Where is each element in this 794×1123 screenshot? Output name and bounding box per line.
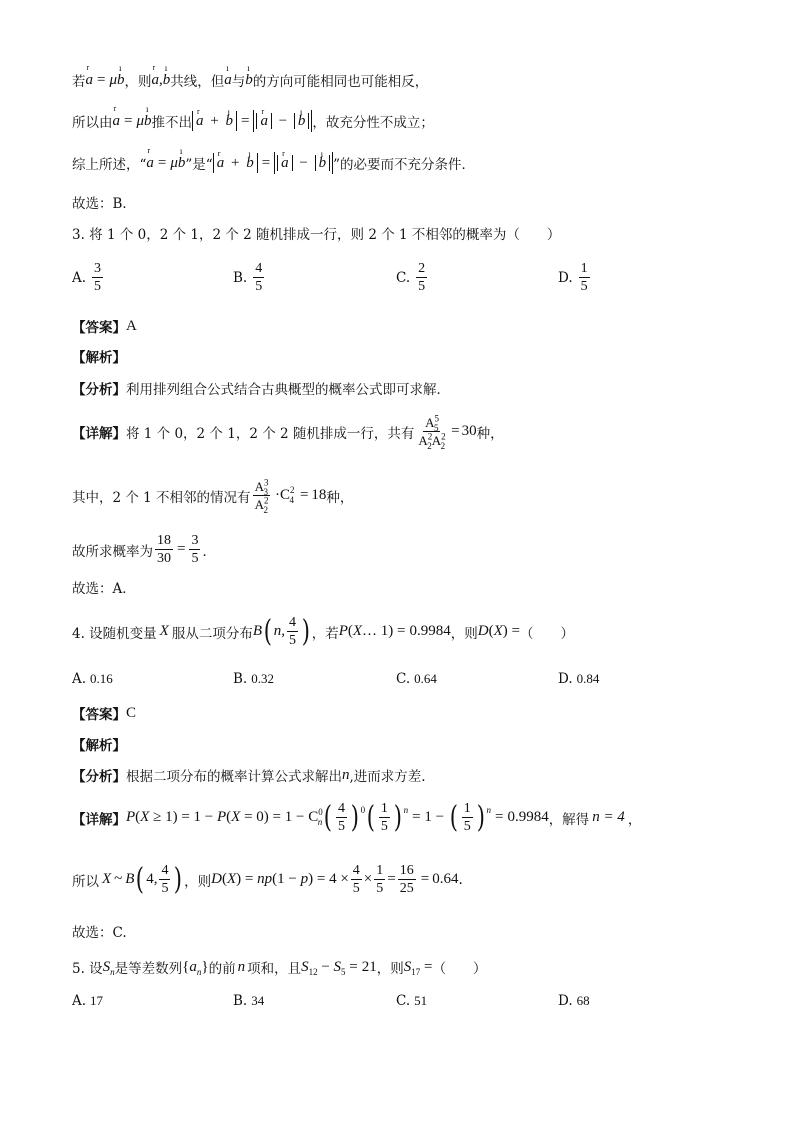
fraction [336, 800, 347, 835]
text: 推不出 [151, 115, 192, 131]
numerator: 4 [352, 863, 360, 878]
left-paren: ( [136, 861, 145, 897]
q3-detail-line-3 [72, 532, 216, 567]
abs-diff-norms [274, 152, 333, 174]
fraction [159, 862, 170, 897]
formula: = [420, 871, 430, 887]
q4-stem [72, 614, 574, 649]
detail-text: 种， [326, 489, 354, 506]
detail-text: 故所求概率为 [72, 543, 153, 560]
text: ，则 [124, 74, 152, 90]
detail-text: ，则 [184, 873, 212, 890]
vector-a: r a [260, 113, 268, 129]
mu-symbol: μ [170, 154, 178, 171]
arrangement-fraction [416, 414, 447, 449]
numerator: 3 [94, 261, 102, 276]
q3-option-c [396, 260, 429, 295]
solution-conclusion [72, 192, 136, 212]
question-text: ，则 [376, 961, 404, 977]
denominator: 5 [376, 881, 384, 896]
text: ”的必要而不充分条件． [333, 157, 476, 173]
q3-jiexi [72, 346, 126, 366]
q3-stem [72, 223, 560, 243]
option-label: C. [396, 671, 411, 687]
vector-a: ı a [224, 72, 232, 89]
denominator: 5 [380, 819, 388, 834]
vector-b: ı b [163, 72, 171, 89]
option-label: A. [72, 993, 87, 1009]
option-label: C. [396, 269, 411, 286]
binomial-b: B [252, 623, 263, 639]
text: 故选：B． [72, 196, 136, 212]
detail-tag: 【详解】 [72, 425, 126, 442]
result-value: 0.64 [432, 871, 459, 887]
vector-a: r a [86, 72, 94, 89]
var-n: n [342, 766, 350, 783]
q4-detail-line-2 [72, 862, 463, 897]
vector-a: r a [152, 72, 160, 89]
vector-b: ı b [225, 111, 233, 131]
question-text: 4. 设随机变量 [72, 625, 157, 642]
vector-a: r a [113, 113, 121, 130]
right-paren: ) [393, 799, 402, 835]
solution-line-1 [72, 70, 428, 90]
numerator: 1 [376, 863, 384, 878]
vector-a: r a [281, 155, 289, 171]
denominator: 30 [157, 551, 171, 566]
abs-b [294, 113, 310, 129]
formula: 4, [146, 871, 158, 887]
variance-expr: D [477, 623, 489, 639]
q3-detail-line-1 [72, 414, 504, 449]
question-text: 服从二项分布 [171, 625, 253, 642]
text: 所以由 [72, 115, 113, 131]
option-label: C. [396, 993, 411, 1009]
vector-b: ı b [144, 113, 152, 130]
solution-line-2 [72, 110, 434, 132]
q3-option-d [558, 260, 592, 295]
detail-tag: 【详解】 [72, 811, 126, 828]
text: 共线，但 [170, 74, 225, 90]
option-text: 51 [414, 993, 428, 1008]
formula: B [125, 871, 135, 887]
denominator: 5 [463, 819, 471, 834]
equals-sign: = [494, 809, 504, 825]
count-value: 18 [311, 487, 327, 503]
var-n: n, [273, 623, 285, 639]
denominator: 5 [288, 633, 296, 648]
comma: , [159, 71, 163, 88]
option-text: 0.84 [576, 671, 600, 686]
prob-expr: X [352, 623, 363, 639]
variance-expr: ( [488, 623, 494, 639]
q3-answer [72, 316, 137, 336]
right-paren: ) [174, 861, 183, 897]
analysis-tag: 【解析】 [72, 350, 126, 366]
probability-fraction [189, 532, 200, 567]
detail-text: ， [627, 811, 642, 828]
minus-sign: − [278, 113, 288, 129]
numerator: 2 [418, 261, 426, 276]
detail-text: 所以 [72, 873, 99, 890]
variance-expr: X [493, 623, 503, 639]
left-paren: ( [323, 799, 333, 835]
detail-text: ，解得 [548, 811, 590, 828]
option-fraction [253, 260, 264, 295]
fraction [462, 800, 473, 835]
abs-a [256, 113, 272, 129]
q4-detail-line-1: 【详解】 $P(X \ge 1) = 1 - P(X = 0) = 1 - C^0_n$ ( $\frac{4}{5}$ ) 0 ( $\frac{1}{5}$ ) n = 1 − ( $\frac{1}{5}$ ) n = 0.9984 ，解得 n = 4 ， [72, 799, 642, 835]
option-label: D. [558, 671, 573, 687]
formula: D(X) = np(1 − p) = 4 × [211, 871, 349, 887]
conclusion-text: 故选：C. [72, 925, 127, 941]
numerator: 16 [399, 863, 414, 878]
equals-sign: = [240, 112, 250, 129]
denominator: 5 [418, 279, 426, 294]
formula: = 1 − [412, 809, 445, 825]
prob-expr: ( [347, 623, 353, 639]
q5-stem [72, 957, 486, 977]
vector-a: r a [146, 155, 154, 172]
numerator: 4 [255, 261, 263, 276]
left-paren: ( [449, 799, 458, 835]
option-text: 0.32 [251, 671, 274, 686]
numerator: 4 [337, 801, 345, 816]
plus-sign: + [210, 113, 219, 129]
left-paren: ( [366, 799, 376, 835]
probability-fraction [155, 532, 173, 567]
formula: $S_n$ [102, 958, 115, 977]
formula: ~ [114, 871, 123, 887]
text: ，故充分性不成立； [312, 115, 434, 131]
option-label: D. [558, 993, 573, 1009]
equals-sign: = [261, 154, 271, 171]
mu-symbol: μ [136, 112, 144, 129]
prob-value: 0.9984 [409, 623, 451, 639]
fenxi-text: 利用排列组合公式结合古典概型的概率公式即可求解． [126, 382, 450, 398]
formula: = [387, 871, 396, 887]
vector-a: r a [217, 153, 225, 173]
formula: $S_{17}$ = [403, 958, 433, 977]
equals-sign: = [299, 487, 309, 503]
left-paren: ( [263, 613, 272, 649]
fraction [351, 862, 362, 897]
abs-a-plus-b [213, 153, 258, 173]
mu-symbol: μ [109, 71, 117, 88]
fenxi-tag: 【分析】 [72, 769, 126, 785]
equals-sign: = [451, 423, 460, 439]
text: 若 [72, 74, 86, 90]
denominator: 5 [255, 279, 263, 294]
vector-a: r a [196, 111, 204, 131]
q4-option-c [396, 671, 437, 687]
formula: $P(X \ge 1) = 1 - P(X = 0) = 1 - C^0_n$ [126, 807, 323, 827]
text: 综上所述，“ [72, 157, 147, 173]
count-value: 30 [461, 423, 477, 439]
combination: $\cdot C^2_4$ [274, 485, 295, 505]
detail-text: 其中，2 个 1 不相邻的情况有 [72, 489, 251, 506]
q4-conclusion [72, 921, 127, 941]
numerator: 4 [288, 615, 296, 630]
q5-option-d [558, 993, 590, 1009]
detail-text: 种， [476, 425, 504, 442]
numerator: 1 [580, 261, 588, 276]
option-label: B. [233, 269, 248, 286]
question-text: 3. 将 1 个 0，2 个 1，2 个 2 随机排成一行，则 2 个 1 不相邻的概率为（ ） [72, 227, 561, 243]
conclusion-text: 故选：A． [72, 581, 136, 597]
numerator: 1 [463, 801, 471, 816]
option-text: 0.16 [90, 671, 113, 686]
right-paren: ) [476, 799, 485, 835]
equals-sign: = [177, 541, 186, 557]
formula: X [102, 871, 112, 887]
option-fraction [92, 260, 103, 295]
q4-option-b [233, 671, 274, 687]
q4-option-d [558, 671, 599, 687]
q3-option-b [233, 260, 266, 295]
answer-tag: 【答案】 [72, 320, 126, 336]
answer-value: C [126, 704, 137, 721]
given-value: 21 [361, 958, 377, 975]
vector-b: ı b [117, 72, 125, 89]
vector-b: ı b [246, 153, 254, 173]
n-value: n = 4 [592, 809, 625, 825]
arrangement-fraction [253, 478, 270, 513]
detail-text: 将 1 个 0，2 个 1，2 个 2 随机排成一行，共有 [126, 425, 415, 442]
question-text: 5. 设 [72, 961, 103, 977]
fenxi-text: 根据二项分布的概率计算公式求解出 [126, 769, 342, 785]
fenxi-tag: 【分析】 [72, 382, 126, 398]
denominator: $A^2_2$ [254, 495, 269, 515]
abs-a-plus-b [192, 111, 237, 131]
question-text: ，则 [450, 625, 478, 642]
formula: $S_{12} - S_5$ = [301, 958, 358, 977]
minus-sign: − [299, 155, 308, 171]
abs-diff-norms [253, 110, 312, 132]
fenxi-text: ,进而求方差. [349, 769, 426, 785]
option-label: B. [233, 671, 248, 687]
option-fraction [416, 260, 427, 295]
option-text: 0.64 [414, 671, 437, 686]
q4-fenxi [72, 765, 426, 785]
option-text: 68 [576, 993, 590, 1008]
variance-expr: ) = [502, 623, 520, 639]
option-label: A. [72, 671, 87, 687]
numerator: 3 [191, 533, 199, 548]
formula: $\{a_n\}$ [182, 958, 209, 977]
q3-conclusion [72, 577, 136, 597]
denominator: 5 [337, 819, 345, 834]
denominator: 5 [352, 881, 360, 896]
question-text: 是等差数列 [114, 961, 183, 977]
right-paren: ) [350, 799, 359, 835]
solution-line-3 [72, 152, 475, 174]
plus-sign: + [230, 155, 240, 171]
denominator: 5 [161, 881, 169, 896]
vector-b: ı b [319, 155, 327, 171]
denominator: 25 [399, 881, 414, 896]
q3-fenxi [72, 378, 450, 398]
question-text: ，若 [311, 625, 339, 642]
denominator: 5 [580, 279, 588, 294]
question-text: 的前 [208, 961, 236, 977]
fraction [379, 800, 390, 835]
detail-text: ． [202, 543, 216, 560]
option-text: 17 [90, 993, 104, 1008]
option-label: A. [72, 269, 87, 286]
analysis-tag: 【解析】 [72, 738, 126, 754]
abs-b [315, 155, 331, 171]
answer-tag: 【答案】 [72, 707, 126, 723]
answer-value: A [126, 317, 137, 334]
prob-expr: P [338, 623, 348, 639]
numerator: 1 [380, 801, 388, 816]
var-x: X [159, 623, 169, 639]
q3-detail-line-2 [72, 478, 353, 513]
question-text: （ ） [520, 625, 574, 642]
option-fraction [579, 260, 590, 295]
numerator: $A^3_3$ [254, 477, 269, 497]
q5-option-a [72, 993, 103, 1009]
text: 的方向可能相同也可能相反， [252, 74, 429, 90]
detail-text: . [458, 871, 463, 888]
option-text: 34 [251, 993, 265, 1008]
q3-option-a [72, 260, 105, 295]
numerator: 18 [157, 533, 171, 548]
denominator: 5 [94, 279, 102, 294]
vector-b: ı b [298, 113, 306, 129]
var-n: n [237, 958, 246, 975]
numerator: 4 [161, 863, 169, 878]
q5-option-c [396, 993, 427, 1009]
q4-answer [72, 703, 136, 723]
question-text: 项和，且 [247, 961, 302, 977]
prob-expr: … 1) = [362, 623, 406, 639]
option-label: B. [233, 993, 248, 1009]
denominator: $A^2_2A^2_2$ [418, 431, 446, 451]
numerator: $A^5_5$ [425, 413, 439, 433]
q5-option-b [233, 993, 264, 1009]
option-label: D. [558, 269, 573, 286]
text: ”是“ [185, 157, 213, 173]
right-paren: ) [301, 613, 310, 649]
question-text: （ ） [432, 961, 487, 977]
denominator: 5 [191, 551, 199, 566]
q4-option-a [72, 671, 113, 687]
fraction [398, 862, 416, 897]
formula: × [363, 871, 373, 887]
equals-sign: = [124, 112, 133, 129]
equals-sign: = [97, 71, 106, 88]
q4-jiexi [72, 734, 126, 754]
prob-value: 0.9984 [507, 809, 549, 825]
vector-b: ı b [178, 155, 186, 172]
prob-fraction [287, 614, 298, 649]
equals-sign: = [157, 154, 167, 171]
text: 与 [231, 74, 246, 90]
vector-b: ı b [245, 72, 253, 89]
fraction [374, 862, 385, 897]
abs-a [277, 155, 293, 171]
